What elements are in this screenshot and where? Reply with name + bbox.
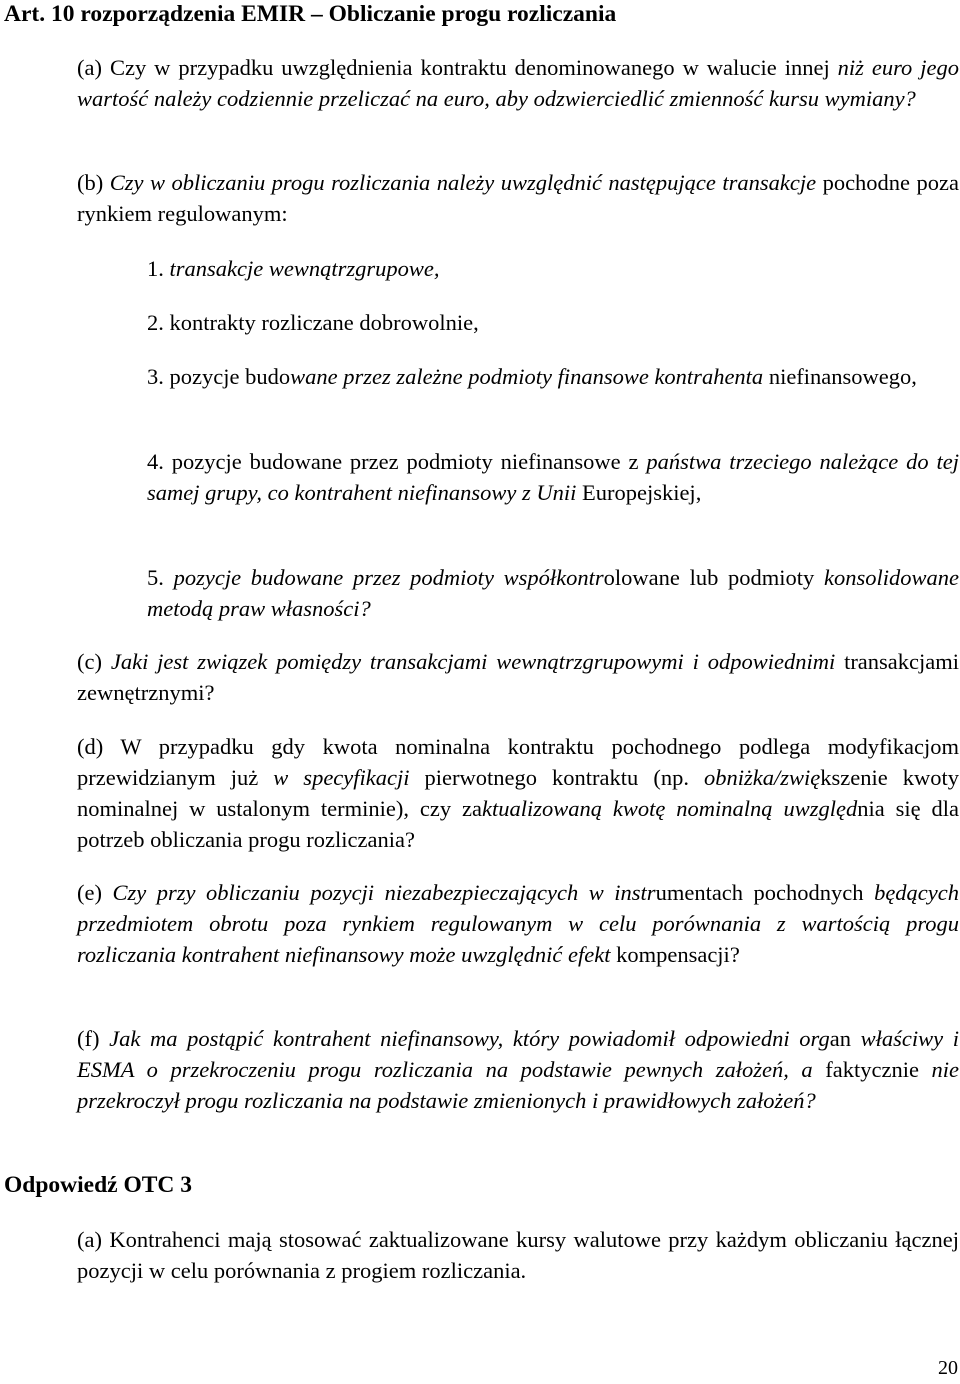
- question-f-label: (f): [77, 1026, 100, 1051]
- document-title: Art. 10 rozporządzenia EMIR – Obliczanie progu rozliczania: [4, 1, 617, 27]
- question-e: (e) Czy przy obliczaniu pozycji niezabezpieczających w instrumentach pochodnych będących przedmiotem obrotu poza rynkiem regulowanym w celu porównania z wartością progu rozliczania kontrahent niefinansowy może uwzględnić efekt kompensacji?: [77, 880, 960, 967]
- question-b-label: (b): [77, 170, 104, 195]
- question-d: (d) W przypadku gdy kwota nominalna kontraktu pochodnego podlega modyfikacjom przewidzianym już w specyfikacji pierwotnego kontraktu (np. obniżka/zwiększenie kwoty nominalnej w ustalonym terminie), czy zaktualizowaną kwotę nominalną uwzględnia się dla potrzeb obliczania progu rozliczania?: [77, 734, 960, 852]
- list-item-2: 2. kontrakty rozliczane dobrowolnie,: [147, 310, 479, 335]
- question-e-label: (e): [77, 880, 102, 905]
- question-a: (a) Czy w przypadku uwzględnienia kontraktu denominowanego w walucie innej niż euro jego wartość należy codziennie przeliczać na euro, aby odzwierciedlić zmienność kursu wymiany?: [77, 55, 959, 111]
- answer-a: (a) Kontrahenci mają stosować zaktualizowane kursy walutowe przy każdym obliczaniu łącznej pozycji w celu porównania z progiem rozliczania.: [77, 1227, 959, 1283]
- question-c-label: (c): [77, 649, 102, 674]
- question-a-label: (a): [77, 55, 102, 80]
- question-f: (f) Jak ma postąpić kontrahent niefinansowy, który powiadomił odpowiedni organ właściwy i ESMA o przekroczeniu progu rozliczania na podstawie pewnych założeń, a faktycznie nie przekroczył progu rozliczania na podstawie zmienionych i prawidłowych założeń?: [77, 1026, 959, 1113]
- answer-heading: Odpowiedź OTC 3: [4, 1172, 193, 1198]
- question-c: (c) Jaki jest związek pomiędzy transakcjami wewnątrzgrupowymi i odpowiednimi transakcjami zewnętrznymi?: [77, 649, 960, 705]
- list-item-4: 4. pozycje budowane przez podmioty niefinansowe z państwa trzeciego należące do tej samej grupy, co kontrahent niefinansowy z Unii Europejskiej,: [147, 449, 959, 505]
- list-item-1: 1. transakcje wewnątrzgrupowe,: [147, 256, 440, 281]
- question-b: (b) Czy w obliczaniu progu rozliczania należy uwzględnić następujące transakcje pochodne poza rynkiem regulowanym:: [77, 170, 960, 226]
- answer-a-label: (a): [77, 1227, 102, 1252]
- list-item-3: 3. pozycje budowane przez zależne podmioty finansowe kontrahenta niefinansowego,: [147, 364, 917, 389]
- question-d-label: (d): [77, 734, 104, 759]
- page-number: 20: [938, 1357, 958, 1379]
- list-item-5: 5. pozycje budowane przez podmioty współkontrolowane lub podmioty konsolidowane metodą praw własności?: [147, 565, 960, 621]
